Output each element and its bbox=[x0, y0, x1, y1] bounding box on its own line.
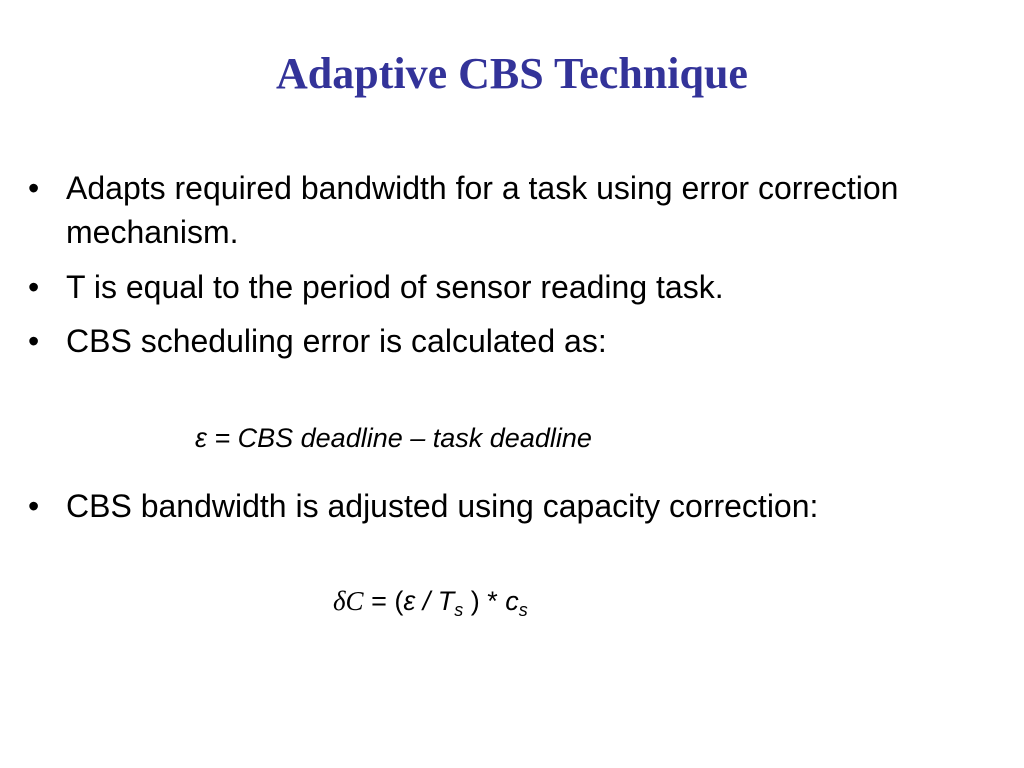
bullet-text: CBS bandwidth is adjusted using capacity correction: bbox=[66, 488, 819, 524]
error-equation: ε = CBS deadline – task deadline bbox=[195, 423, 592, 453]
equation-subscript: s bbox=[454, 600, 464, 620]
bullet-marker: • bbox=[28, 170, 40, 206]
bullet-item bbox=[28, 166, 1013, 254]
bullet-item bbox=[28, 319, 1013, 363]
equation-epsilon-over-t: ε / T bbox=[403, 586, 455, 616]
equation-equals: = ( bbox=[363, 586, 404, 616]
bullet-marker: • bbox=[28, 323, 40, 359]
bullet-item bbox=[28, 484, 1013, 528]
bullet-text: T is equal to the period of sensor reading task. bbox=[66, 269, 724, 305]
bullet-item bbox=[28, 265, 1013, 309]
equation-times: ) * bbox=[463, 586, 506, 616]
slide-title: Adaptive CBS Technique bbox=[276, 49, 748, 98]
equation-lhs: δC bbox=[333, 586, 364, 616]
equation-subscript: s bbox=[518, 600, 528, 620]
equation-c: c bbox=[505, 586, 519, 616]
bullet-marker: • bbox=[28, 488, 40, 524]
capacity-correction-equation bbox=[333, 583, 528, 619]
bullet-text: Adapts required bandwidth for a task using error correction mechanism. bbox=[66, 170, 899, 250]
bullet-marker: • bbox=[28, 269, 40, 305]
bullet-text: CBS scheduling error is calculated as: bbox=[66, 323, 607, 359]
